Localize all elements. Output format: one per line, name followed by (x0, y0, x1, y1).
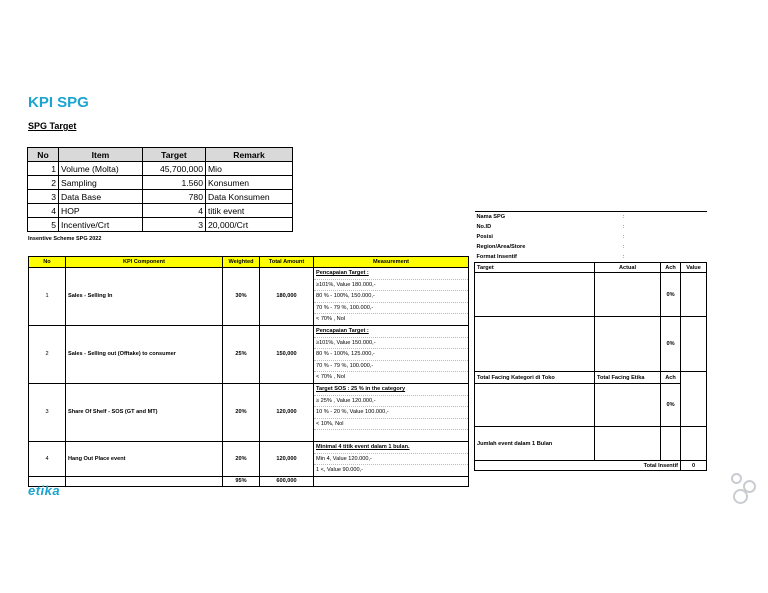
panel-row (475, 427, 707, 461)
measurement-line: 1 <, Value 90.000,- (316, 467, 364, 474)
cell-item: Volume (Molta) (59, 162, 143, 176)
cell-no: 5 (28, 218, 59, 232)
cell-no: 1 (29, 268, 66, 326)
cell-item: Incentive/Crt (59, 218, 143, 232)
total-amount: 600,000 (260, 476, 314, 486)
cell-empty (66, 476, 223, 486)
info-row (475, 252, 707, 263)
cell-amount: 120,000 (260, 383, 314, 441)
ach-value: 0% (661, 273, 681, 317)
total-weighted: 95% (223, 476, 260, 486)
measurement-line: ≥101%, Value 180.000,- (314, 280, 468, 292)
spg-target-table (27, 147, 293, 232)
measurement-line: 80 % - 100%, 150.000,- (314, 291, 468, 303)
total-insentif-value: 0 (681, 461, 707, 471)
measurement-line: < 70% , Nol (316, 316, 346, 323)
cell-no: 4 (29, 441, 66, 476)
scheme-title: Insentive Scheme SPG 2022 (28, 236, 102, 242)
cell-target: 3 (143, 218, 206, 232)
cell-amount: 150,000 (260, 325, 314, 383)
cell-target: 780 (143, 190, 206, 204)
panel-row (475, 273, 707, 317)
cell-no: 2 (28, 176, 59, 190)
cell-measurement (314, 268, 469, 326)
info-row (475, 212, 707, 223)
measurement-line: 80 % - 100%, 125.000,- (314, 349, 468, 361)
cell-target: 1.560 (143, 176, 206, 190)
decorative-circle-icon (733, 489, 748, 504)
info-sep: : (595, 212, 661, 223)
cell-no: 4 (28, 204, 59, 218)
header-ach: Ach (661, 372, 681, 384)
info-label: Nama SPG (475, 212, 595, 223)
etika-logo: etika (28, 483, 61, 498)
measurement-line: Min 4, Value 120.000,- (314, 454, 468, 466)
page-title: KPI SPG (28, 94, 89, 111)
table-row (29, 325, 469, 383)
cell-target: 45,700,000 (143, 162, 206, 176)
col-header-item: Item (59, 148, 143, 162)
cell-item: Data Base (59, 190, 143, 204)
table-row (29, 383, 469, 441)
header-actual: Actual (595, 263, 661, 273)
table-row (28, 190, 293, 204)
cell-remark: titik event (206, 204, 293, 218)
measurement-line: 10 % - 20 %, Value 100.000,- (314, 407, 468, 419)
header-target: Target (475, 263, 595, 273)
cell-component: Share Of Shelf - SOS (GT and MT) (66, 383, 223, 441)
table-row (29, 268, 469, 326)
panel-total-row (475, 461, 707, 471)
measurement-heading: Target SOS : 25 % in the category (314, 384, 468, 396)
cell-no: 3 (29, 383, 66, 441)
info-label: Format Insentif (476, 254, 517, 260)
measurement-line: < 10%, Nol (314, 419, 468, 431)
kpi-scheme-table (28, 256, 469, 487)
cell-remark: Konsumen (206, 176, 293, 190)
decorative-circle-icon (731, 473, 742, 484)
panel-row (475, 317, 707, 372)
measurement-line: ≥ 25% , Value 120.000,- (314, 396, 468, 408)
cell-no: 3 (28, 190, 59, 204)
cell-weighted: 30% (223, 268, 260, 326)
col-header-no: No (29, 257, 66, 268)
event-label: Jumlah event dalam 1 Bulan (475, 427, 595, 461)
info-label: Posisi (476, 234, 493, 240)
cell-weighted: 25% (223, 325, 260, 383)
info-sep: : (622, 244, 625, 250)
incentive-calc-panel (474, 211, 707, 471)
header-facing-etika: Total Facing Etika (595, 372, 661, 384)
cell-remark: Mio (206, 162, 293, 176)
info-sep: : (622, 254, 625, 260)
measurement-line: < 70% , Nol (316, 374, 346, 381)
table-row (28, 218, 293, 232)
cell-remark: Data Konsumen (206, 190, 293, 204)
measurement-heading: Pencapaian Target : (314, 326, 468, 338)
cell-measurement (314, 441, 469, 476)
info-sep: : (622, 234, 625, 240)
cell-amount: 120,000 (260, 441, 314, 476)
col-header-no: No (28, 148, 59, 162)
col-header-total-amount: Total Amount (260, 257, 314, 268)
cell-measurement (314, 325, 469, 383)
measurement-line: 70 % - 79 %, 100.000,- (314, 303, 468, 315)
cell-target: 4 (143, 204, 206, 218)
cell-weighted: 20% (223, 383, 260, 441)
header-ach: Ach (661, 263, 681, 273)
panel-header-row (475, 263, 707, 273)
info-row (475, 242, 707, 252)
cell-measurement (314, 383, 469, 441)
cell-empty (314, 476, 469, 486)
col-header-target: Target (143, 148, 206, 162)
ach-value: 0% (661, 384, 681, 427)
measurement-line: ≥101%, Value 150.000,- (314, 338, 468, 350)
section-subtitle: SPG Target (28, 121, 77, 131)
cell-no: 1 (28, 162, 59, 176)
ach-value: 0% (661, 317, 681, 372)
measurement-line: 70 % - 79 %, 100.000,- (314, 361, 468, 373)
measurement-heading: Pencapaian Target : (314, 268, 468, 280)
cell-component: Sales - Selling In (66, 268, 223, 326)
info-label: Region/Area/Store (476, 244, 526, 250)
info-row (475, 232, 707, 242)
cell-component: Hang Out Place event (66, 441, 223, 476)
col-header-measurement: Measurement (314, 257, 469, 268)
sos-header-row (475, 372, 707, 384)
table-row (28, 176, 293, 190)
cell-remark: 20,000/Crt (206, 218, 293, 232)
header-facing-kategori: Total Facing Kategori di Toko (475, 372, 595, 384)
cell-item: HOP (59, 204, 143, 218)
measurement-heading: Minimal 4 titik event dalam 1 bulan. (314, 442, 468, 454)
table-row (29, 441, 469, 476)
col-header-weighted: Weighted (223, 257, 260, 268)
col-header-remark: Remark (206, 148, 293, 162)
total-insentif-label: Total Insentif (475, 461, 681, 471)
info-label: No.ID (476, 224, 492, 230)
info-sep: : (622, 224, 625, 230)
total-row (29, 476, 469, 486)
header-value: Value (681, 263, 707, 273)
measurement-line (314, 430, 468, 441)
table-row (28, 204, 293, 218)
cell-amount: 180,000 (260, 268, 314, 326)
cell-item: Sampling (59, 176, 143, 190)
info-row (475, 222, 707, 232)
table-row (28, 162, 293, 176)
cell-no: 2 (29, 325, 66, 383)
cell-weighted: 20% (223, 441, 260, 476)
panel-row (475, 384, 707, 427)
cell-component: Sales - Selling out (Offtake) to consumer (66, 325, 223, 383)
col-header-kpi-component: KPI Component (66, 257, 223, 268)
